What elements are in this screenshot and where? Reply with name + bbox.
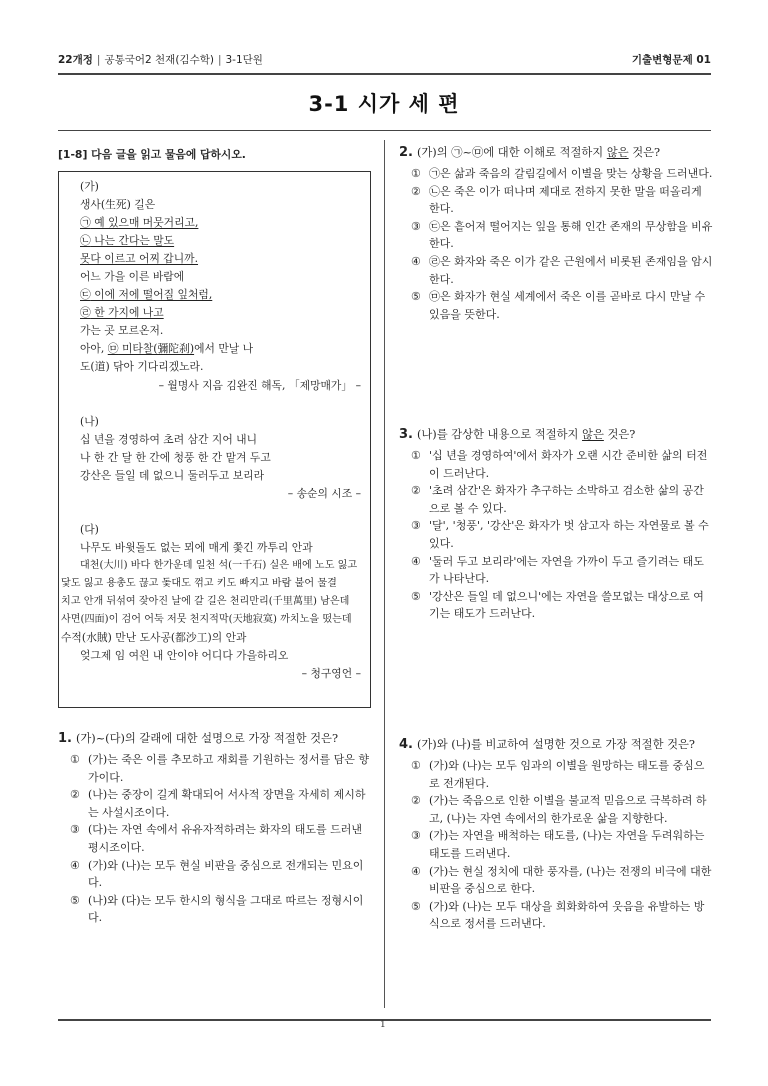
option-2[interactable]: ② ㉡은 죽은 이가 떠나며 제대로 전하지 못한 말을 떠올리게 한다. bbox=[411, 184, 702, 216]
marker-a: ㉠ 예 있으매 머뭇거리고, bbox=[80, 216, 199, 230]
question-stem: 4. (가)와 (나)를 비교하여 설명한 것으로 가장 적절한 것은? bbox=[399, 737, 695, 752]
marker-e: ㉤ 미타찰(彌陀刹) bbox=[107, 342, 195, 356]
question-stem: 1. (가)~(다)의 갈래에 대한 설명으로 가장 적절한 것은? bbox=[58, 731, 339, 746]
option-5[interactable]: ⑤ '강산은 들일 데 없으니'에는 자연을 쓸모없는 대상으로 여기는 태도가 드러난다. bbox=[411, 589, 704, 621]
passage-credit: – 송순의 시조 – bbox=[287, 486, 361, 500]
marker-d: ㉣ 한 가지에 나고 bbox=[80, 306, 164, 320]
options-list bbox=[399, 447, 713, 623]
page-number: 1 bbox=[380, 1020, 386, 1030]
options-list bbox=[399, 757, 713, 933]
passage-line: 아아, ㉤ 미타찰(彌陀刹)에서 만날 나 bbox=[80, 342, 254, 356]
option-2[interactable]: ② (가)는 죽음으로 인한 이별을 불교적 믿음으로 극복하려 하고, (나)는 자연 속에서의 한가로운 삶을 지향한다. bbox=[411, 794, 707, 825]
passage-line: 엊그제 임 여읜 내 안이야 어디다 가을하리오 bbox=[80, 649, 289, 663]
option-4[interactable]: ④ (가)와 (나)는 모두 현실 비판을 중심으로 전개되는 민요이다. bbox=[70, 858, 364, 890]
page-header bbox=[58, 52, 711, 70]
question-stem: 2. (가)의 ㉠~㉤에 대한 이해로 적절하지 않은 것은? bbox=[399, 145, 661, 160]
passage-line: 생사(生死) 길은 bbox=[80, 198, 156, 212]
spacer bbox=[80, 395, 365, 413]
passage-da-label: (다) bbox=[80, 522, 99, 536]
option-3[interactable]: ③ '달', '청풍', '강산'은 화자가 벗 삼고자 하는 자연물로 볼 수 있다. bbox=[411, 519, 709, 550]
passage-line: 강산은 들일 데 없으니 둘러두고 보리라 bbox=[80, 468, 265, 482]
question-number: 4. bbox=[399, 737, 413, 752]
option-5[interactable]: ⑤ (가)와 (나)는 모두 대상을 희화화하여 웃음을 유발하는 방식으로 정서를 드러낸다. bbox=[411, 899, 705, 931]
passage-line bbox=[80, 286, 365, 304]
question-4 bbox=[399, 736, 713, 933]
option-1[interactable]: ① '십 년을 경영하여'에서 화자가 오랜 시간 준비한 삶의 터전이 드러난다. bbox=[411, 449, 708, 480]
title-rule bbox=[58, 130, 711, 131]
column-divider bbox=[384, 140, 385, 1008]
page-title: 3-1 시가 세 편 bbox=[308, 92, 460, 116]
option-5[interactable]: ⑤ (나)와 (다)는 모두 한시의 형식을 그대로 따르는 정형시이다. bbox=[70, 893, 364, 925]
passage-line: 닻도 잃고 용총도 끊고 돛대도 꺾고 키도 빠지고 바람 불어 물결 bbox=[61, 577, 337, 589]
passage-line: 치고 안개 뒤섞여 잦아진 날에 갈 길은 천리만리(千里萬里) 남은데 bbox=[61, 595, 350, 607]
passage-line bbox=[80, 232, 365, 250]
passage-line: 나무도 바윗돌도 없는 뫼에 매게 쫓긴 까투리 안과 bbox=[80, 540, 313, 554]
header-right-label: 기출변형문제 01 bbox=[631, 54, 711, 66]
option-4[interactable]: ④ ㉣은 화자와 죽은 이가 같은 근원에서 비롯된 존재임을 암시한다. bbox=[411, 254, 713, 286]
option-5[interactable]: ⑤ ㉤은 화자가 현실 세계에서 죽은 이를 곧바로 다시 만날 수 있음을 뜻한다. bbox=[411, 290, 706, 321]
spacer bbox=[80, 503, 365, 521]
passage bbox=[61, 178, 365, 683]
instruction: [1-8] 다음 글을 읽고 물음에 답하시오. bbox=[58, 148, 246, 161]
passage-line bbox=[80, 304, 365, 322]
option-1[interactable]: ① (가)와 (나)는 모두 임과의 이별을 원망하는 태도를 중심으로 전개된다. bbox=[411, 759, 705, 790]
question-1 bbox=[58, 730, 372, 927]
marker-c: ㉢ 이에 저에 떨어질 잎처럼, bbox=[80, 288, 213, 302]
option-3[interactable]: ③ ㉢은 흩어져 떨어지는 잎을 통해 인간 존재의 무상함을 비유한다. bbox=[411, 219, 713, 251]
question-number: 1. bbox=[58, 731, 72, 746]
header-rule bbox=[58, 73, 711, 75]
passage-line: 대천(大川) 바다 한가운데 일천 석(一千石) 실은 배에 노도 잃고 bbox=[80, 559, 358, 571]
option-2[interactable]: ② (나)는 중장이 길게 확대되어 서사적 장면을 자세히 제시하는 사설시조이다. bbox=[70, 788, 366, 819]
header-curriculum: 22개정 bbox=[58, 54, 93, 66]
question-3 bbox=[399, 426, 713, 623]
option-3[interactable]: ③ (다)는 자연 속에서 유유자적하려는 화자의 태도를 드러낸 평시조이다. bbox=[70, 823, 362, 854]
option-4[interactable]: ④ '둘러 두고 보리라'에는 자연을 가까이 두고 즐기려는 태도가 나타난다. bbox=[411, 554, 704, 586]
question-stem: 3. (나)를 감상한 내용으로 적절하지 않은 것은? bbox=[399, 427, 636, 442]
options-list bbox=[399, 165, 713, 323]
passage-line: 못다 이르고 어찌 갑니까. bbox=[80, 252, 199, 266]
header-textbook: 공통국어2 천재(김수학) bbox=[104, 54, 214, 66]
passage-line: 십 년을 경영하여 초려 삼간 지어 내니 bbox=[80, 432, 258, 446]
passage-line: 나 한 간 달 한 간에 청풍 한 간 맡겨 두고 bbox=[80, 450, 271, 464]
marker-b: ㉡ 나는 간다는 말도 bbox=[80, 234, 175, 248]
passage-line bbox=[80, 214, 365, 232]
option-3[interactable]: ③ (가)는 자연을 배척하는 태도를, (나)는 자연을 두려워하는 태도를 드러낸다. bbox=[411, 829, 705, 860]
passage-credit: – 청구영언 – bbox=[301, 667, 361, 681]
option-1[interactable]: ① ㉠은 삶과 죽음의 갈림길에서 이별을 맞는 상황을 드러낸다. bbox=[411, 167, 713, 180]
passage-line: 가는 곳 모르온저. bbox=[80, 324, 164, 338]
passage-credit: – 월명사 지음 김완진 해독, 「제망매가」 – bbox=[158, 378, 361, 392]
options-list bbox=[58, 751, 372, 927]
option-1[interactable]: ① (가)는 죽은 이를 추모하고 재회를 기원하는 정서를 담은 향가이다. bbox=[70, 753, 369, 784]
passage-na-label: (나) bbox=[80, 414, 99, 428]
passage-line: 어느 가을 이른 바람에 bbox=[80, 270, 185, 284]
header-left bbox=[58, 52, 263, 67]
question-number: 2. bbox=[399, 145, 413, 160]
header-separator: | bbox=[217, 54, 222, 66]
option-2[interactable]: ② '초려 삼간'은 화자가 추구하는 소박하고 검소한 삶의 공간으로 볼 수 있다. bbox=[411, 484, 704, 515]
passage-ga-label: (가) bbox=[80, 180, 99, 193]
header-separator: | bbox=[96, 54, 101, 66]
passage-line: 수적(水賊) 만난 도사공(都沙工)의 안과 bbox=[61, 631, 247, 645]
passage-line: 도(道) 닦아 기다리겠노라. bbox=[80, 360, 204, 374]
question-number: 3. bbox=[399, 427, 413, 442]
question-2 bbox=[399, 144, 713, 323]
passage-line: 사면(四面)이 검어 어둑 저뭇 천지적막(天地寂寞) 까치노을 떴는데 bbox=[61, 614, 352, 626]
option-4[interactable]: ④ (가)는 현실 정치에 대한 풍자를, (나)는 전쟁의 비극에 대한 비판을 중심으로 한다. bbox=[411, 864, 712, 896]
header-unit: 3-1단원 bbox=[225, 54, 263, 66]
